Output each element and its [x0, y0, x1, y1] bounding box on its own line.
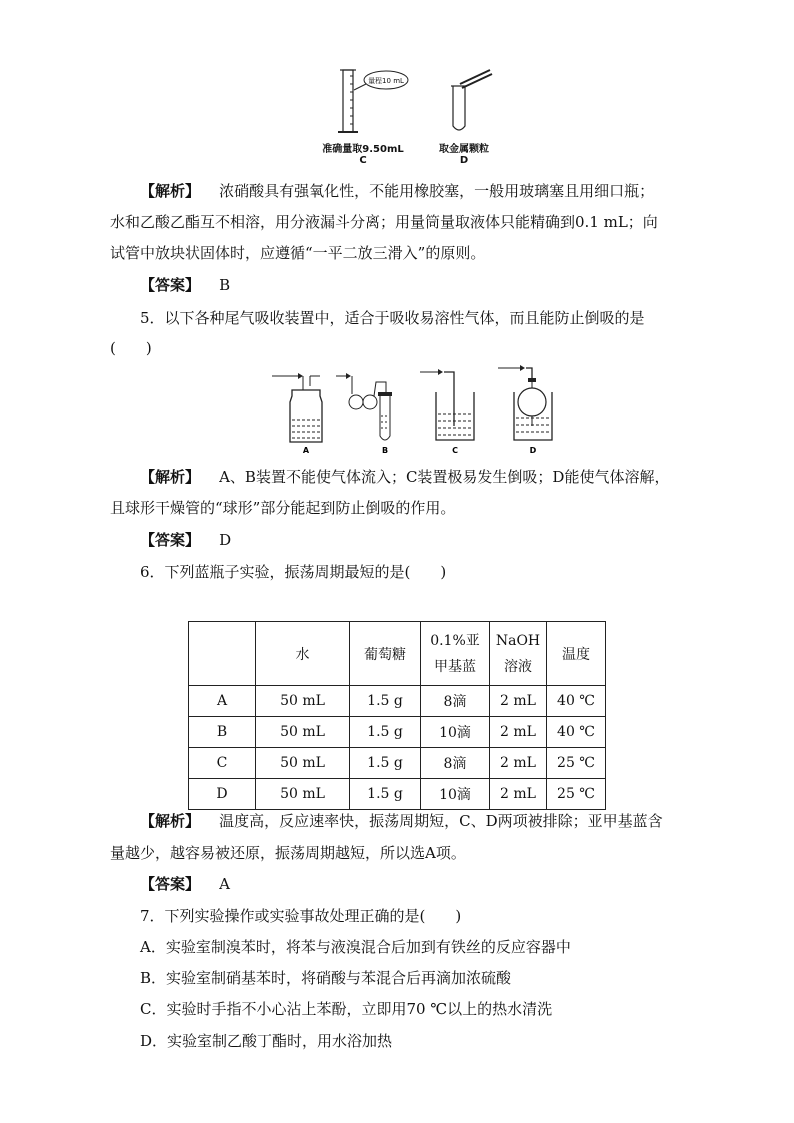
q5-answer: [140, 530, 231, 550]
q6-analysis-line-1: [140, 811, 663, 831]
q6-stem: 6．下列蓝瓶子实验，振荡周期最短的是( ): [140, 563, 447, 581]
table-cell: 50 mL: [256, 748, 350, 779]
q4-answer-value: B: [219, 276, 231, 294]
q7-stem: 7．下列实验操作或实验事故处理正确的是( ): [140, 907, 462, 925]
header-cell-naoh: NaOH 溶液: [490, 622, 547, 686]
figure-cylinder-testtube: [320, 66, 500, 134]
table-cell: 1.5 g: [350, 748, 421, 779]
header-cell-water: 水: [256, 622, 350, 686]
q5-answer-tag: 【答案】: [140, 531, 201, 549]
table-cell: B: [189, 717, 256, 748]
table-cell: 40 ℃: [547, 686, 606, 717]
table-cell: A: [189, 686, 256, 717]
caption-c: [318, 140, 408, 166]
q5-label-d: D: [529, 446, 537, 455]
q4-analysis-line-2: 水和乙酸乙酯互不相溶，用分液漏斗分离；用量筒量取液体只能精确到0.1 mL；向: [110, 213, 658, 231]
header-cell-temperature: 温度: [547, 622, 606, 686]
q4-analysis-tag: 【解析】: [140, 182, 201, 200]
q6-answer-value: A: [219, 875, 230, 893]
q4-analysis-line-3: 试管中放块状固体时，应遵循“一平二放三滑入”的原则。: [110, 244, 486, 262]
table-cell: 8滴: [421, 748, 490, 779]
table-cell: 1.5 g: [350, 717, 421, 748]
q6-table: [188, 621, 606, 810]
q5-label-b: B: [381, 446, 389, 455]
q4-answer-tag: 【答案】: [140, 276, 201, 294]
q6-analysis-text-1: 温度高，反应速率快，振荡周期短，C、D两项被排除；亚甲基蓝含: [219, 812, 663, 830]
caption-d-line2: D: [459, 155, 469, 166]
caption-c-line2: C: [359, 155, 367, 166]
table-cell: 2 mL: [490, 717, 547, 748]
q5-analysis-tag: 【解析】: [140, 468, 201, 486]
table-cell: 50 mL: [256, 686, 350, 717]
header-cell-glucose: 葡萄糖: [350, 622, 421, 686]
test-tube-icon: [451, 86, 467, 130]
tweezers-icon: [460, 70, 492, 88]
gas-bottle-icon: [272, 373, 322, 442]
bulb-tube-icon: [336, 373, 392, 440]
q5-stem-line-1: 5．以下各种尾气吸收装置中，适合于吸收易溶性气体，而且能防止倒吸的是: [140, 309, 645, 327]
q6-analysis-tag: 【解析】: [140, 812, 201, 830]
table-row: [189, 779, 606, 810]
q6-answer: [140, 874, 230, 894]
header-cell-methylene-blue: 0.1%亚 甲基蓝: [421, 622, 490, 686]
table-header-row: [189, 622, 606, 686]
table-cell: 25 ℃: [547, 779, 606, 810]
beaker-tube-icon: [420, 369, 474, 440]
table-cell: 2 mL: [490, 779, 547, 810]
table-cell: 25 ℃: [547, 748, 606, 779]
table-cell: 10滴: [421, 779, 490, 810]
q5-analysis-text-1: A、B装置不能使气体流入；C装置极易发生倒吸；D能使气体溶解，: [219, 468, 670, 486]
q5-label-c: C: [452, 446, 458, 455]
q5-analysis-line-1: [140, 467, 669, 487]
table-row: [189, 717, 606, 748]
q5-label-a: A: [302, 446, 310, 455]
q7-option-a: A．实验室制溴苯时，将苯与液溴混合后加到有铁丝的反应容器中: [140, 938, 571, 956]
q5-answer-value: D: [219, 531, 232, 549]
q4-analysis-line-1: [140, 181, 654, 201]
q6-analysis-line-2: 量越少，越容易被还原，振荡周期越短，所以选A项。: [110, 844, 466, 862]
table-cell: C: [189, 748, 256, 779]
table-cell: 50 mL: [256, 717, 350, 748]
caption-d-line1: 取金属颗粒: [439, 144, 489, 155]
q4-analysis-text-1: 浓硝酸具有强氧化性，不能用橡胶塞，一般用玻璃塞且用细口瓶；: [219, 182, 655, 200]
q5-stem-line-2: ( ): [110, 339, 152, 357]
beaker-funnel-icon: [498, 365, 552, 440]
svg-text:量程10 mL: 量程10 mL: [368, 77, 404, 85]
table-cell: 2 mL: [490, 686, 547, 717]
q7-option-c: C．实验时手指不小心沾上苯酚，立即用70 ℃以上的热水清洗: [140, 1000, 553, 1018]
q7-option-b: B．实验室制硝基苯时，将硝酸与苯混合后再滴加浓硫酸: [140, 969, 512, 987]
q4-answer: [140, 275, 230, 295]
table-cell: 10滴: [421, 717, 490, 748]
q5-analysis-line-2: 且球形干燥管的“球形”部分能起到防止倒吸的作用。: [110, 499, 456, 517]
table-cell: 1.5 g: [350, 686, 421, 717]
table-cell: 8滴: [421, 686, 490, 717]
table-cell: 2 mL: [490, 748, 547, 779]
q7-option-d: D．实验室制乙酸丁酯时，用水浴加热: [140, 1032, 393, 1050]
caption-d: [424, 140, 504, 166]
graduated-cylinder-icon: [338, 70, 358, 132]
table-cell: 1.5 g: [350, 779, 421, 810]
figure-gas-absorbers: [270, 364, 570, 456]
header-cell-0: [189, 622, 256, 686]
caption-c-line1: 准确量取9.50mL: [322, 144, 404, 155]
table-row: [189, 748, 606, 779]
table-cell: D: [189, 779, 256, 810]
table-row: [189, 686, 606, 717]
q6-answer-tag: 【答案】: [140, 875, 201, 893]
table-cell: 50 mL: [256, 779, 350, 810]
table-cell: 40 ℃: [547, 717, 606, 748]
